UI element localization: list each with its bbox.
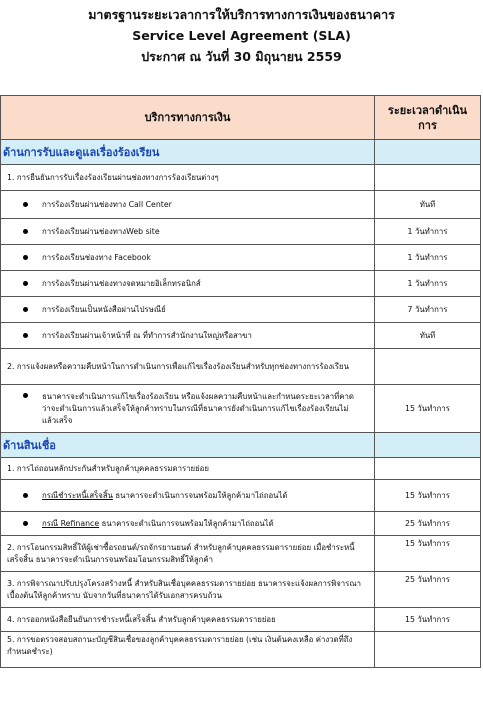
sla-time: 15 วันทำการ — [375, 385, 481, 433]
column-header-time: ระยะเวลาดำเนินการ — [375, 96, 481, 140]
section-title-complaints: ด้านการรับและดูแลเรื่องร้องเรียน — [1, 140, 375, 165]
sla-time: 15 วันทำการ — [375, 480, 481, 512]
bullet-icon — [23, 333, 28, 338]
sla-time: 25 วันทำการ — [375, 512, 481, 536]
bullet-icon — [23, 229, 28, 234]
credit-item-3: 3. การพิจารณาปรับปรุงโครงสร้างหนี้ สำหรับสินเชื่อบุคคลธรรมดารายย่อย ธนาคารจะแจ้งผลการพิจารณาเบื้องต้นให้ลูกค้าทราบ นับจากวันที่ธนาคารได้รับเอกสารครบถ้วน — [1, 572, 375, 608]
bullet-icon — [23, 255, 28, 260]
section-title-credit: ด้านสินเชื่อ — [1, 433, 375, 458]
document-header — [0, 4, 483, 67]
sla-time: ทันที — [375, 191, 481, 219]
credit-item-4: 4. การออกหนังสือยืนยันการชำระหนี้เสร็จสิ้น สำหรับลูกค้าบุคคลธรรมดารายย่อย — [1, 608, 375, 632]
sla-time: 1 วันทำการ — [375, 271, 481, 297]
sla-table — [0, 95, 481, 668]
channel-label: การร้องเรียนเป็นหนังสือผ่านไปรษณีย์ — [42, 304, 166, 314]
credit-item-5: 5. การขอตรวจสอบสถานะบัญชีสินเชื่อของลูกค้าบุคคลธรรมดารายย่อย (เช่น เงินต้นคงเหลือ ค่างวดที่ถึงกำหนดชำระ) — [1, 632, 375, 668]
bullet-icon — [23, 521, 28, 526]
table-row — [1, 219, 481, 245]
channel-label: การร้องเรียนผ่านช่องทาง Call Center — [42, 199, 172, 209]
complaint-item-2: 2. การแจ้งผลหรือความคืบหน้าในการดำเนินการเพื่อแก้ไขเรื่องร้องเรียนสำหรับทุกช่องทางการร้องเรียน — [1, 349, 375, 385]
case-text: ธนาคารจะดำเนินการจนพร้อมให้ลูกค้ามาไถ่ถอนได้ — [112, 490, 288, 500]
table-row — [1, 385, 481, 433]
channel-label: การร้องเรียนช่องทาง Facebook — [42, 252, 151, 262]
sla-time: 7 วันทำการ — [375, 297, 481, 323]
table-row — [1, 536, 481, 572]
bullet-icon — [23, 493, 28, 498]
table-row — [1, 572, 481, 608]
bullet-icon — [23, 202, 28, 207]
sla-time: 1 วันทำการ — [375, 219, 481, 245]
sla-time: 1 วันทำการ — [375, 245, 481, 271]
column-header-service: บริการทางการเงิน — [1, 96, 375, 140]
channel-label: การร้องเรียนผ่านเจ้าหน้าที่ ณ ที่ทำการสำนักงานใหญ่หรือสาขา — [42, 330, 252, 340]
sla-time: 15 วันทำการ — [375, 608, 481, 632]
table-row — [1, 512, 481, 536]
credit-item-1: 1. การไถ่ถอนหลักประกันสำหรับลูกค้าบุคคลธรรมดารายย่อย — [1, 458, 375, 480]
table-row — [1, 245, 481, 271]
document-title: มาตรฐานระยะเวลาการให้บริการทางการเงินของธนาคาร — [88, 7, 395, 22]
case-label: กรณี Refinance — [42, 518, 100, 528]
table-row — [1, 323, 481, 349]
channel-label: การร้องเรียนผ่านช่องทางWeb site — [42, 226, 160, 236]
table-row — [1, 271, 481, 297]
channel-label: การร้องเรียนผ่านช่องทางจดหมายอิเล็กทรอนิกส์ — [42, 278, 201, 288]
table-row — [1, 297, 481, 323]
bullet-icon — [23, 281, 28, 286]
complaint-progress-text: ธนาคารจะดำเนินการแก้ไขเรื่องร้องเรียน หรือแจ้งผลความคืบหน้าและกำหนดระยะเวลาที่คาดว่าจะดำเนินการแล้วเสร็จให้ลูกค้าทราบในกรณีที่ธนาคารยังดำเนินการแก้ไขเรื่องร้องเรียนไม่แล้วเสร็จ — [42, 391, 354, 425]
case-text: ธนาคารจะดำเนินการจนพร้อมให้ลูกค้ามาไถ่ถอนได้ — [99, 518, 274, 528]
table-row — [1, 608, 481, 632]
sla-time: 25 วันทำการ — [375, 572, 481, 608]
bullet-icon — [23, 393, 28, 398]
case-label: กรณีชำระหนี้เสร็จสิ้น — [42, 490, 113, 500]
sla-time: ทันที — [375, 323, 481, 349]
table-row — [1, 191, 481, 219]
credit-item-2: 2. การโอนกรรมสิทธิ์ให้ผู้เช่าซื้อรถยนต์/รถจักรยานยนต์ สำหรับลูกค้าบุคคลธรรมดารายย่อย เมื่อชำระหนี้เสร็จสิ้น ธนาคารจะดำเนินการจนพร้อมโอนกรรมสิทธิ์ให้ลูกค้า — [1, 536, 375, 572]
table-row — [1, 480, 481, 512]
announcement-date: ประกาศ ณ วันที่ 30 มิถุนายน 2559 — [141, 49, 342, 64]
document-subtitle: Service Level Agreement (SLA) — [132, 28, 351, 43]
sla-time: 15 วันทำการ — [375, 536, 481, 572]
table-row — [1, 632, 481, 668]
bullet-icon — [23, 307, 28, 312]
complaint-item-1: 1. การยืนยันการรับเรื่องร้องเรียนผ่านช่องทางการร้องเรียนต่างๆ — [1, 165, 375, 191]
